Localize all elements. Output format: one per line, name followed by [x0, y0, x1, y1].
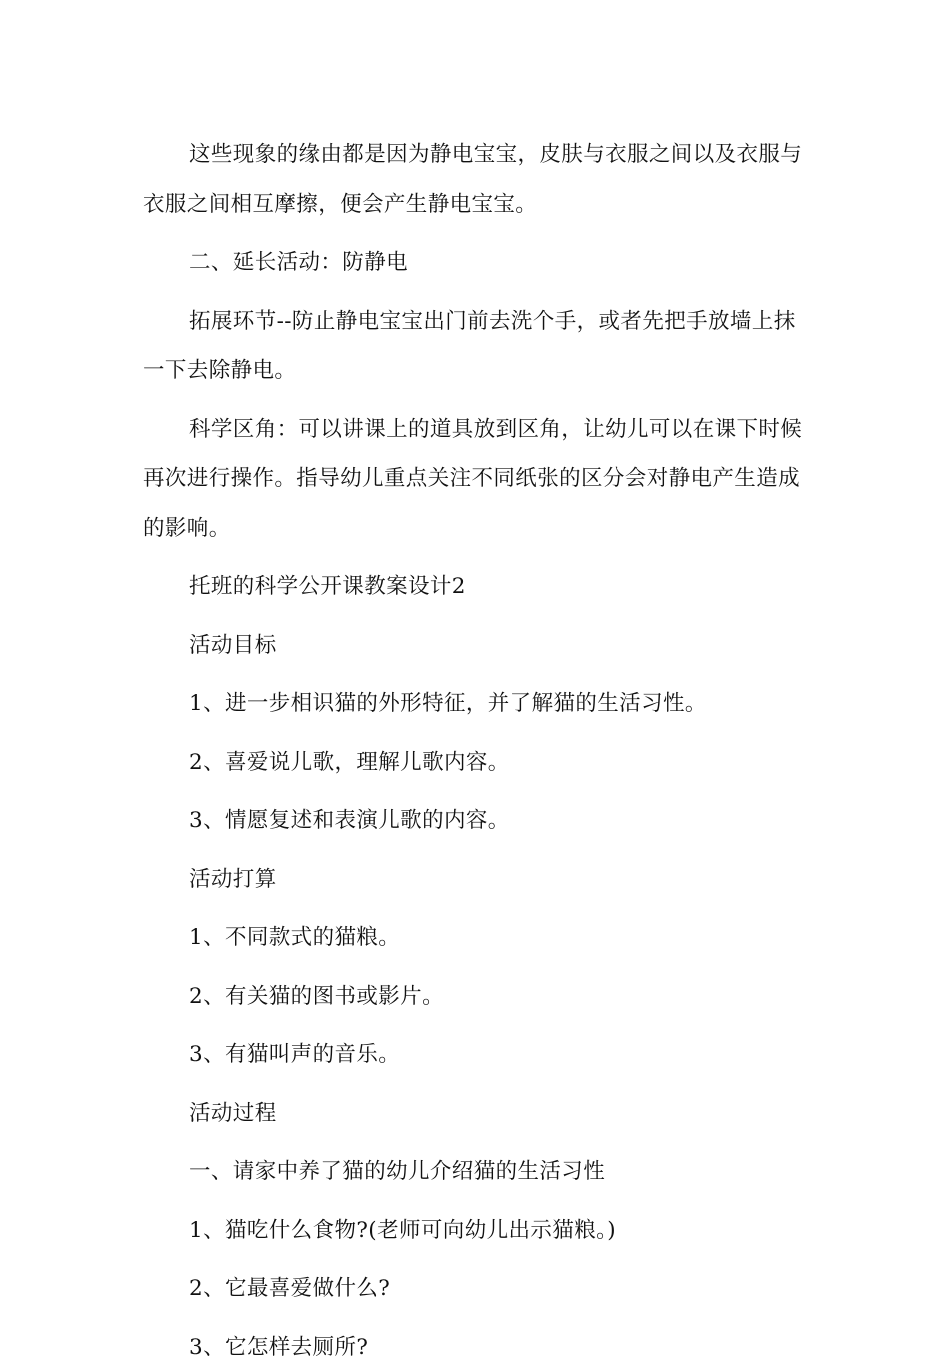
preparation-item-2: 2、有关猫的图书或影片。	[143, 972, 807, 1022]
goal-item-1: 1、进一步相识猫的外形特征，并了解猫的生活习性。	[143, 679, 807, 729]
process-step-heading-1: 一、请家中养了猫的幼儿介绍猫的生活习性	[143, 1147, 807, 1197]
lesson-plan-title: 托班的科学公开课教案设计2	[143, 562, 807, 612]
goal-item-3: 3、情愿复述和表演儿歌的内容。	[143, 796, 807, 846]
goal-item-2: 2、喜爱说儿歌，理解儿歌内容。	[143, 738, 807, 788]
heading-activity-goals: 活动目标	[143, 621, 807, 671]
section-heading-extension-activity: 二、延长活动：防静电	[143, 238, 807, 288]
process-question-3: 3、它怎样去厕所?	[143, 1323, 807, 1372]
paragraph-science-corner: 科学区角：可以讲课上的道具放到区角，让幼儿可以在课下时候再次进行操作。指导幼儿重点关注不同纸张的区分会对静电产生造成的影响。	[143, 405, 807, 554]
process-question-2: 2、它最喜爱做什么?	[143, 1264, 807, 1314]
paragraph-extension-step: 拓展环节--防止静电宝宝出门前去洗个手，或者先把手放墙上抹一下去除静电。	[143, 297, 807, 396]
paragraph-static-electricity-cause: 这些现象的缘由都是因为静电宝宝，皮肤与衣服之间以及衣服与衣服之间相互摩擦，便会产生静电宝宝。	[143, 130, 807, 229]
preparation-item-3: 3、有猫叫声的音乐。	[143, 1030, 807, 1080]
heading-activity-process: 活动过程	[143, 1089, 807, 1139]
preparation-item-1: 1、不同款式的猫粮。	[143, 913, 807, 963]
heading-activity-preparation: 活动打算	[143, 855, 807, 905]
process-question-1: 1、猫吃什么食物?(老师可向幼儿出示猫粮。)	[143, 1206, 807, 1256]
